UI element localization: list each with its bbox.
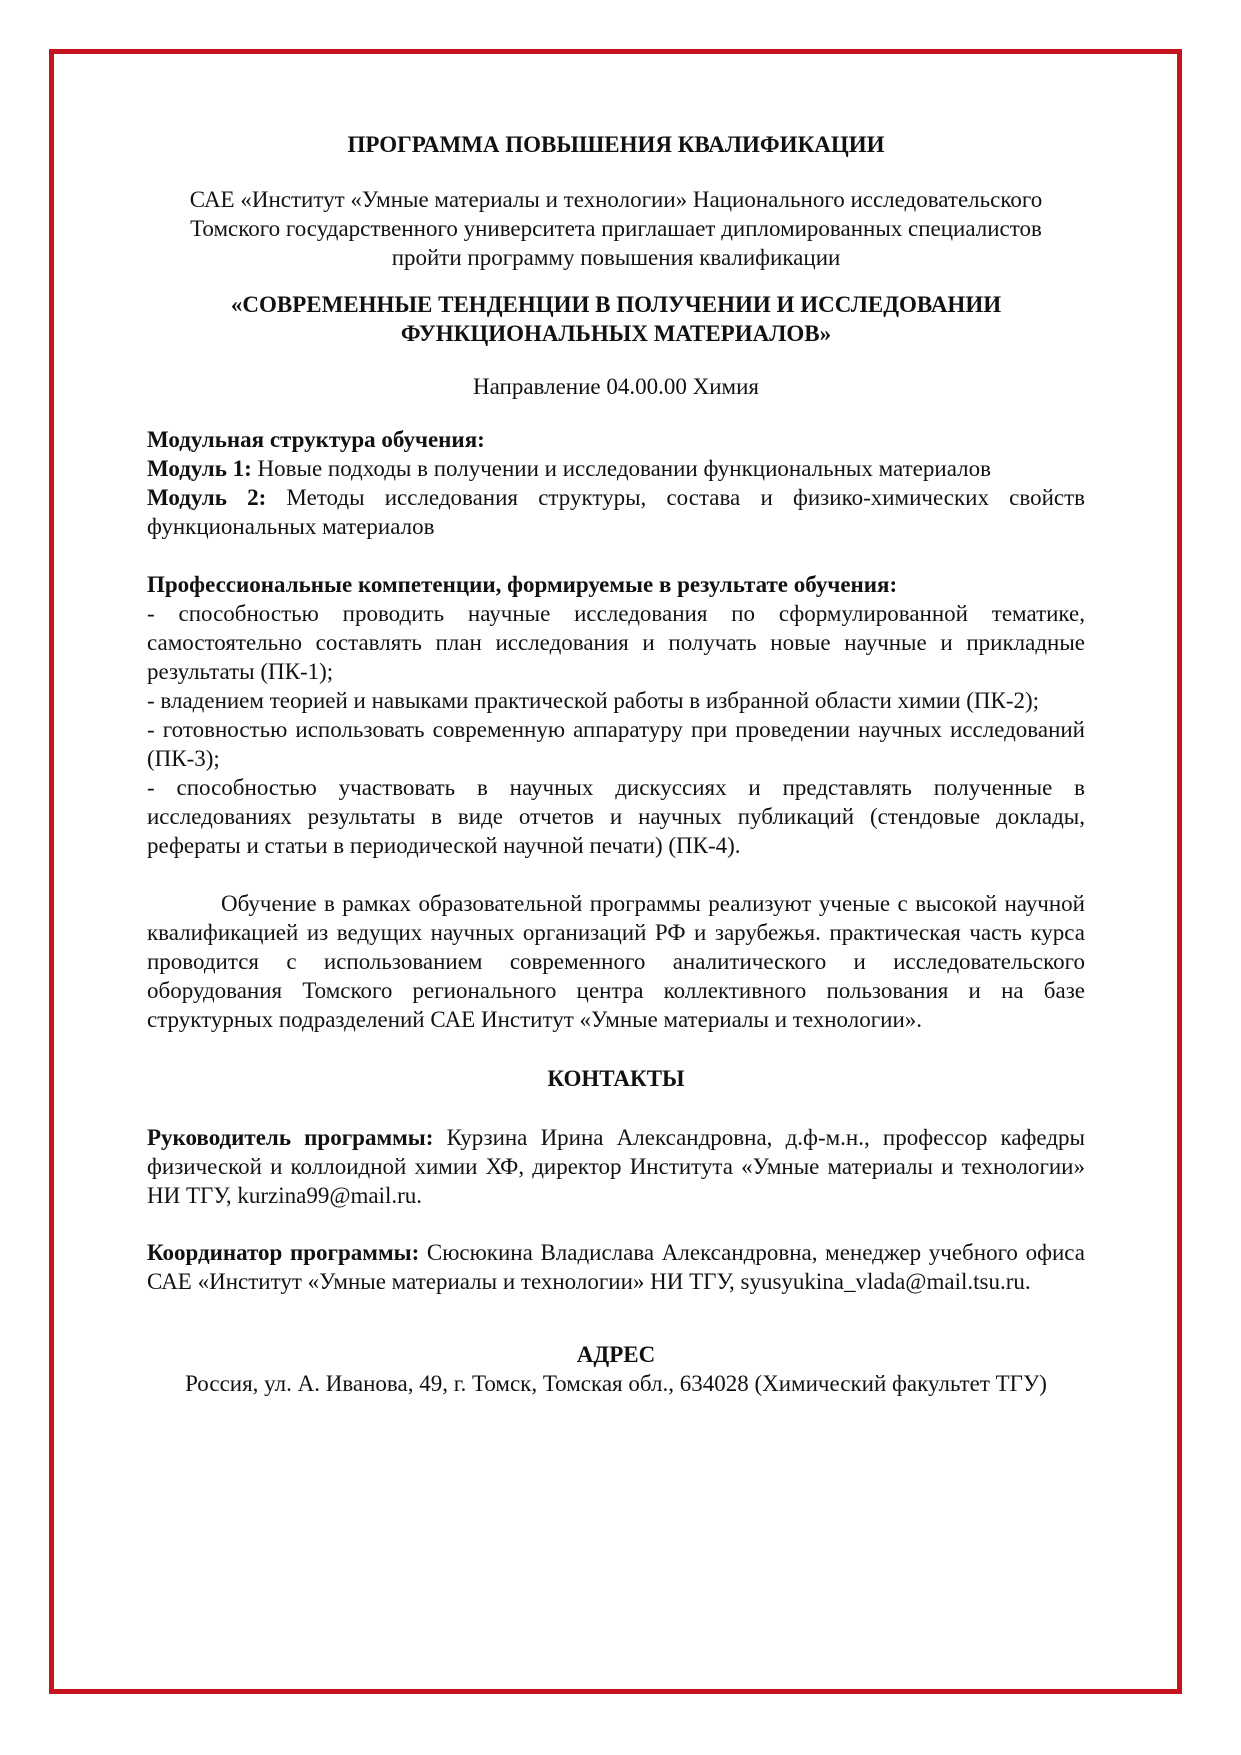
- program-title-line: «СОВРЕМЕННЫЕ ТЕНДЕНЦИИ В ПОЛУЧЕНИИ И ИССЛЕДОВАНИИ: [230, 292, 1002, 317]
- direction: Направление 04.00.00 Химия: [473, 374, 759, 399]
- competencies-heading: Профессиональные компетенции, формируемые в результате обучения:: [147, 572, 898, 597]
- program-head-contact: [147, 1123, 1085, 1210]
- description-paragraph: Обучение в рамках образовательной программы реализуют ученые с высокой научной квалификацией из ведущих научных организаций РФ и зарубежья. практическая часть курса проводится с использованием современного аналитического и исследовательского оборудования Томского регионального центра коллективного пользования и на базе структурных подразделений САЕ Институт «Умные материалы и технологии».: [147, 891, 1085, 1032]
- modules-heading: Модульная структура обучения:: [147, 427, 485, 452]
- competency-item: - способностью участвовать в научных дискуссиях и представлять полученные в исследованиях результаты в виде отчетов и научных публикаций (стендовые доклады, рефераты и статьи в периодической научной печати) (ПК-4).: [147, 775, 1085, 858]
- program-head-text: Курзина Ирина Александровна, д.ф-м.н., профессор кафедры физической и коллоидной химии ХФ, директор Института «Умные материалы и технологии» НИ ТГУ, kurzina99@mail.ru.: [147, 1125, 1085, 1208]
- module-item: [147, 454, 1085, 483]
- coordinator-text: Сюсюкина Владислава Александровна, менеджер учебного офиса САЕ «Институт «Умные материалы и технологии» НИ ТГУ, syusyukina_vlada@mail.tsu.ru.: [147, 1240, 1085, 1294]
- module-label: Модуль 2:: [147, 485, 267, 510]
- intro-line: пройти программу повышения квалификации: [391, 245, 841, 270]
- program-head-label: Руководитель программы:: [147, 1125, 434, 1150]
- module-label: Модуль 1:: [147, 456, 252, 481]
- program-title: [147, 290, 1085, 348]
- module-text: Новые подходы в получении и исследовании функциональных материалов: [251, 456, 991, 481]
- document-page: [147, 130, 1085, 1398]
- address-heading: АДРЕС: [576, 1342, 656, 1367]
- competency-item: - готовностью использовать современную аппаратуру при проведении научных исследований (ПК-3);: [147, 717, 1085, 771]
- intro-paragraph: [147, 185, 1085, 272]
- document-heading: ПРОГРАММА ПОВЫШЕНИЯ КВАЛИФИКАЦИИ: [347, 132, 885, 157]
- contacts-heading: КОНТАКТЫ: [547, 1066, 685, 1091]
- intro-line: Томского государственного университета приглашает дипломированных специалистов: [190, 216, 1042, 241]
- competencies-section: [147, 570, 1085, 860]
- competency-item: - владением теорией и навыками практической работы в избранной области химии (ПК-2);: [147, 688, 1040, 713]
- coordinator-label: Координатор программы:: [147, 1240, 420, 1265]
- coordinator-contact: [147, 1238, 1085, 1296]
- module-item: [147, 483, 1085, 541]
- modules-section: [147, 425, 1085, 541]
- module-text: Методы исследования структуры, состава и физико-химических свойств функциональных материалов: [147, 485, 1085, 539]
- intro-line: САЕ «Институт «Умные материалы и технологии» Национального исследовательского: [189, 187, 1043, 212]
- competency-item: - способностью проводить научные исследования по сформулированной тематике, самостоятельно составлять план исследования и получать новые научные и прикладные результаты (ПК-1);: [147, 601, 1085, 684]
- address-text: Россия, ул. А. Иванова, 49, г. Томск, Томская обл., 634028 (Химический факультет ТГУ): [185, 1371, 1047, 1396]
- program-title-line: ФУНКЦИОНАЛЬНЫХ МАТЕРИАЛОВ»: [400, 321, 832, 346]
